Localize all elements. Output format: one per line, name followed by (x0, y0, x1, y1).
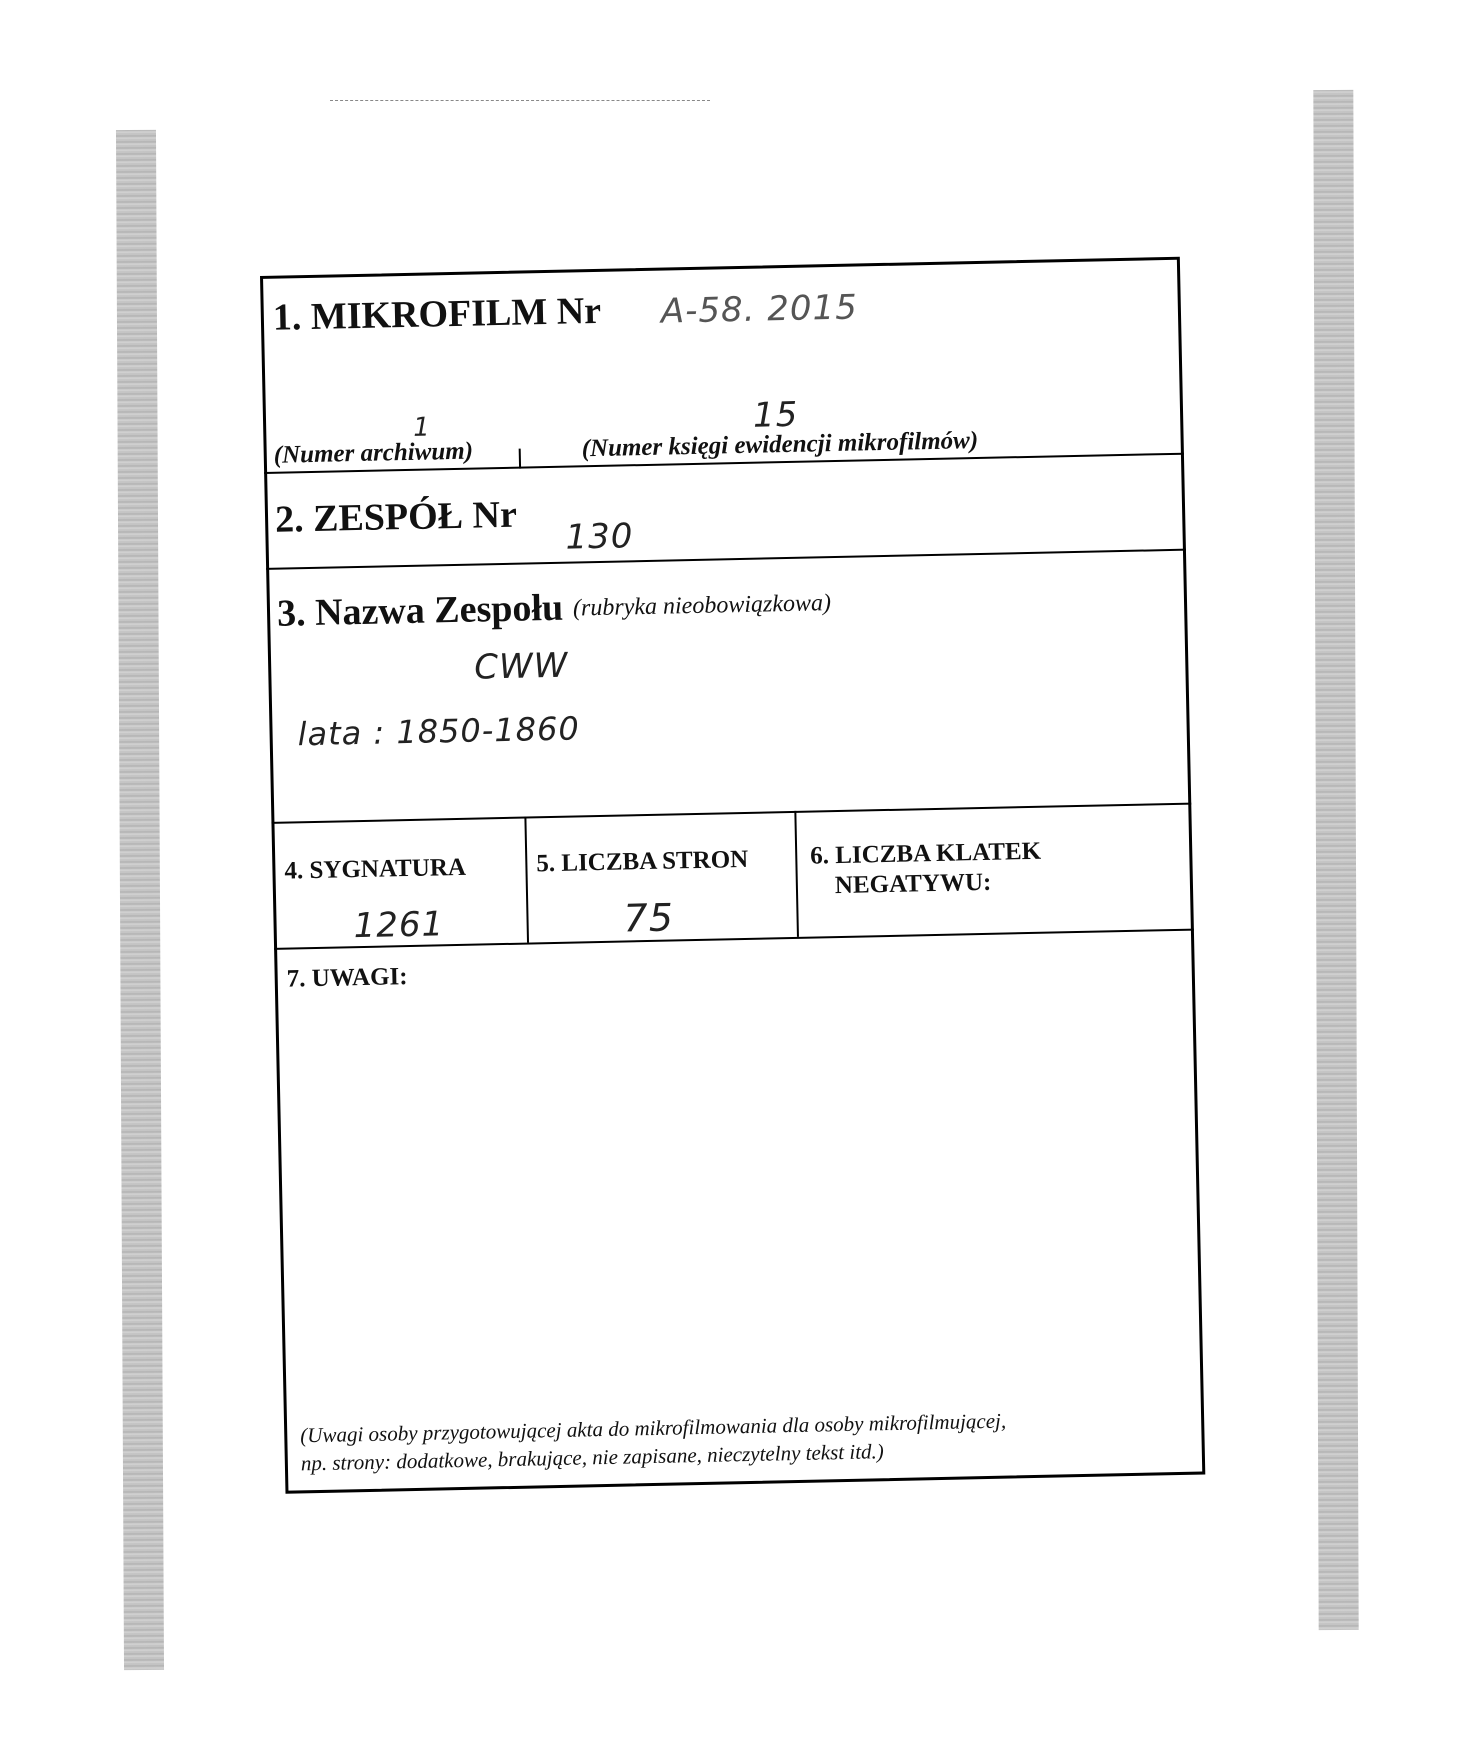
field5-label: 5. LICZBA STRON (536, 845, 749, 878)
field3-label: 3. Nazwa Zespołu (276, 586, 564, 635)
microfilm-number-value: A-58. 2015 (660, 287, 859, 332)
archive-number-value: 1 (412, 412, 432, 443)
field2-label: 2. ZESPÓŁ Nr (274, 493, 518, 541)
scan-edge-left (116, 130, 164, 1670)
remarks-footnote-line1: (Uwagi osoby przygotowującej akta do mikrofilmowania dla osoby mikrofilmującej, (300, 1408, 1007, 1448)
field3-note: (rubryka nieobowiązkowa) (572, 590, 832, 622)
field4-label: 4. SYGNATURA (284, 853, 467, 885)
signature-value: 1261 (353, 904, 445, 947)
collection-name-value: CWW (473, 645, 569, 688)
collection-number-value: 130 (565, 516, 634, 558)
archive-number-label: (Numer archiwum) (273, 437, 474, 469)
field6-label-line1: 6. LICZBA KLATEK (809, 837, 1042, 870)
scan-edge-right (1313, 90, 1358, 1630)
scan-artifact-line (330, 100, 710, 101)
field7-label: 7. UWAGI: (286, 963, 408, 993)
microfilm-form-card (260, 257, 1205, 1494)
page-count-value: 75 (623, 895, 675, 941)
collection-dates-value: lata : 1850-1860 (297, 709, 581, 754)
register-number-label: (Numer księgi ewidencji mikrofilmów) (581, 426, 979, 463)
divider-sub-1 (519, 449, 521, 469)
register-number-value: 15 (752, 394, 799, 436)
field6-label-line2: NEGATYWU: (834, 868, 992, 900)
field1-label: 1. MIKROFILM Nr (272, 289, 602, 339)
remarks-footnote-line2: np. strony: dodatkowe, brakujące, nie zapisane, nieczytelny tekst itd.) (300, 1439, 884, 1476)
